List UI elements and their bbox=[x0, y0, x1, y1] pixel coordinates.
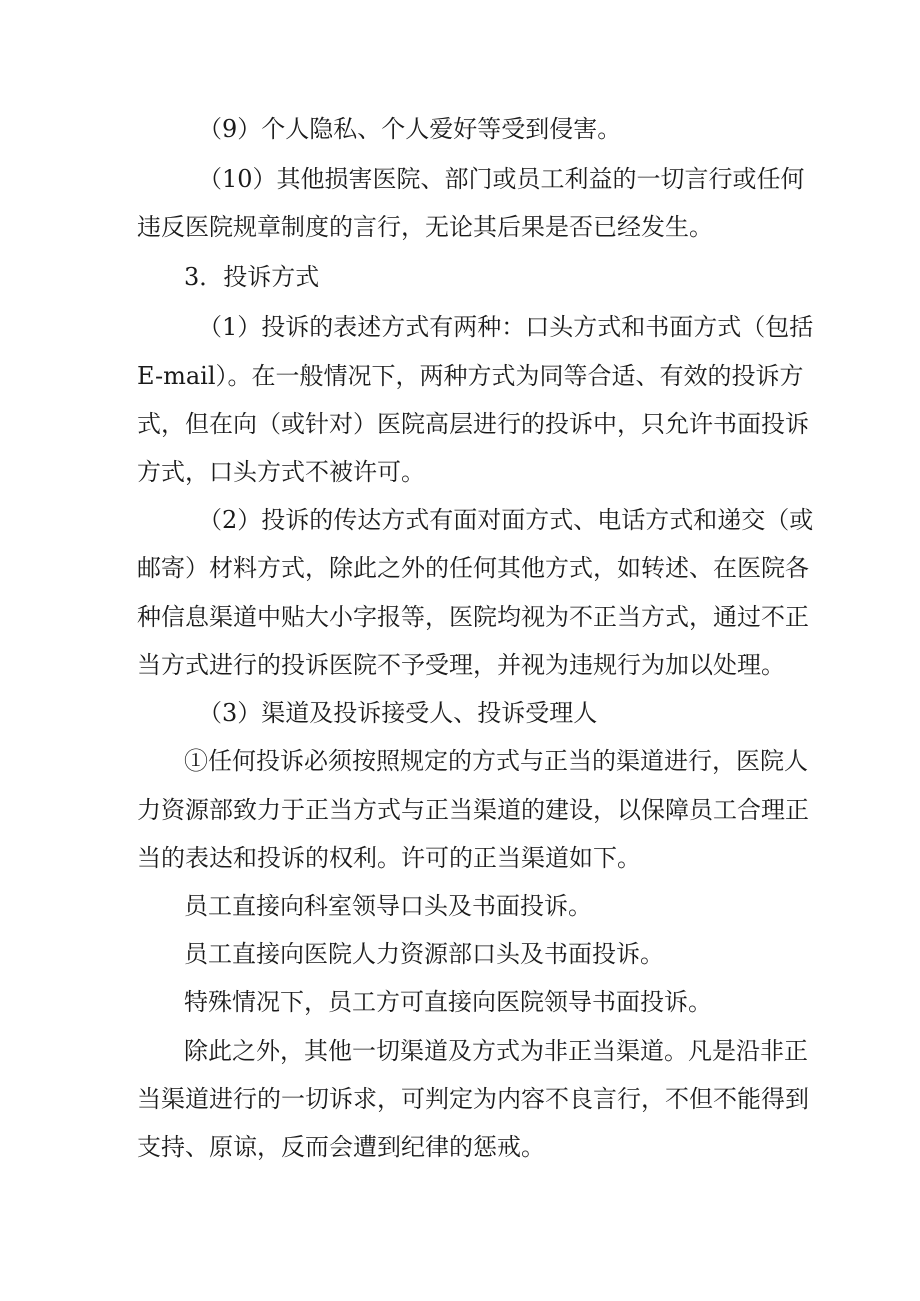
section-heading: 3．投诉方式 bbox=[184, 263, 320, 291]
paragraph-other-channels-cont: 当渠道进行的一切诉求，可判定为内容不良言行，不但不能得到 bbox=[137, 1085, 809, 1113]
paragraph-circled-1: ①任何投诉必须按照规定的方式与正当的渠道进行，医院人 bbox=[184, 747, 808, 775]
channel-item: 特殊情况下，员工方可直接向医院领导书面投诉。 bbox=[184, 988, 712, 1016]
paragraph-sub-2: （2）投诉的传达方式有面对面方式、电话方式和递交（或 bbox=[198, 506, 814, 534]
paragraph-sub-3: （3）渠道及投诉接受人、投诉受理人 bbox=[198, 699, 598, 727]
paragraph-item-9: （9）个人隐私、个人爱好等受到侵害。 bbox=[198, 115, 622, 143]
paragraph-sub-2-cont: 邮寄）材料方式，除此之外的任何其他方式，如转述、在医院各 bbox=[137, 554, 809, 582]
paragraph-item-10: （10）其他损害医院、部门或员工利益的一切言行或任何 bbox=[198, 165, 805, 193]
channel-item: 员工直接向科室领导口头及书面投诉。 bbox=[184, 892, 592, 920]
paragraph-sub-2-cont: 当方式进行的投诉医院不予受理，并视为违规行为加以处理。 bbox=[137, 651, 785, 679]
paragraph-item-10-cont: 违反医院规章制度的言行，无论其后果是否已经发生。 bbox=[137, 213, 713, 241]
paragraph-sub-2-cont: 种信息渠道中贴大小字报等，医院均视为不正当方式，通过不正 bbox=[137, 603, 809, 631]
paragraph-sub-1: （1）投诉的表述方式有两种：口头方式和书面方式（包括 bbox=[198, 313, 814, 341]
paragraph-circled-1-cont: 力资源部致力于正当方式与正当渠道的建设，以保障员工合理正 bbox=[137, 796, 809, 824]
paragraph-other-channels: 除此之外，其他一切渠道及方式为非正当渠道。凡是沿非正 bbox=[184, 1037, 808, 1065]
paragraph-sub-1-cont: 方式，口头方式不被许可。 bbox=[137, 458, 425, 486]
paragraph-sub-1-cont: 式，但在向（或针对）医院高层进行的投诉中，只允许书面投诉 bbox=[137, 410, 809, 438]
paragraph-other-channels-cont: 支持、原谅，反而会遭到纪律的惩戒。 bbox=[137, 1133, 545, 1161]
channel-item: 员工直接向医院人力资源部口头及书面投诉。 bbox=[184, 940, 664, 968]
paragraph-circled-1-cont: 当的表达和投诉的权利。许可的正当渠道如下。 bbox=[137, 844, 641, 872]
paragraph-sub-1-cont: E-mail）。在一般情况下，两种方式为同等合适、有效的投诉方 bbox=[137, 362, 804, 390]
